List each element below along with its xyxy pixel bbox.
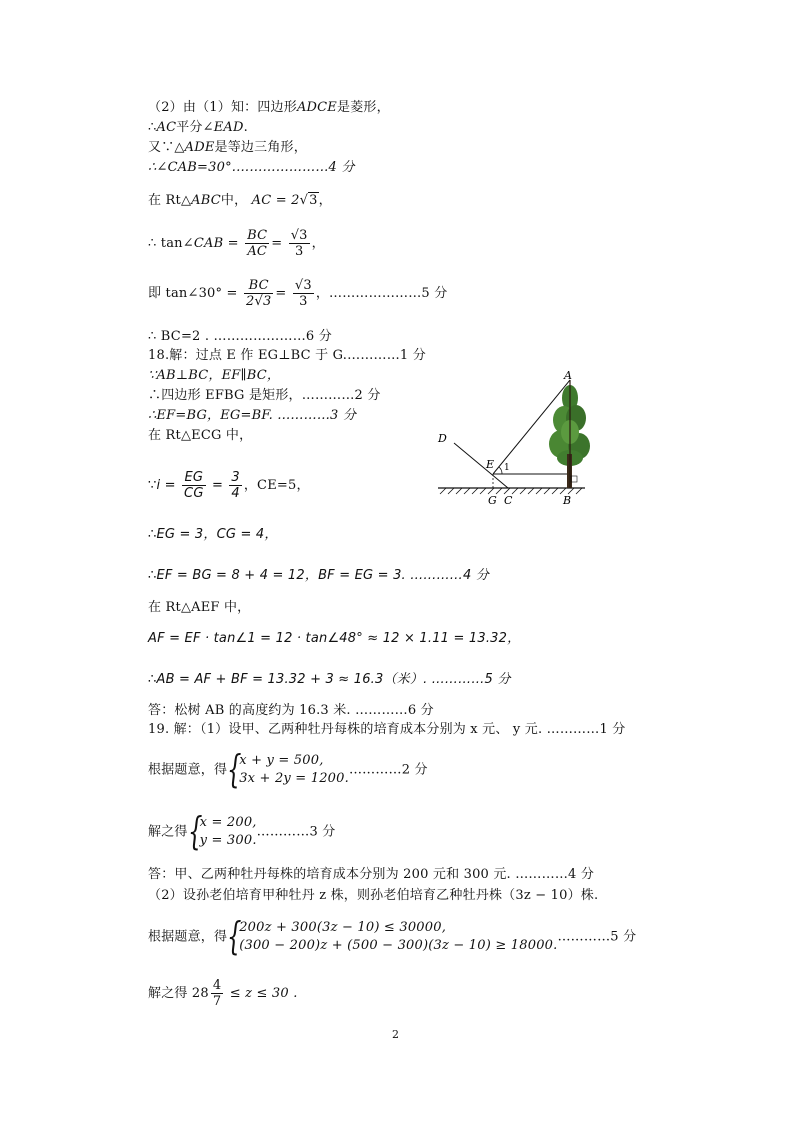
- text: EAD: [213, 120, 244, 135]
- text: x + y = 500,: [239, 753, 324, 768]
- text: ，: [318, 193, 332, 208]
- text: ADCE: [296, 100, 338, 115]
- tree-slope-figure: [430, 368, 600, 513]
- text: ，: [311, 236, 325, 251]
- text: 3x + 2y = 1200.: [239, 771, 349, 786]
- text: 根据题意，得: [148, 762, 228, 778]
- line-ab-calc: ∴AB = AF + BF = 13.32 + 3 ≈ 16.3（米）. …………5 分: [148, 672, 511, 687]
- fraction: [293, 278, 314, 309]
- line-q18-solution: 18.解：过点 E 作 EG⊥BC 于 G.…………1 分: [148, 348, 426, 363]
- text: 又∵△: [148, 140, 185, 155]
- text: …………3 分: [256, 824, 336, 840]
- text: ∴: [148, 120, 157, 135]
- line-tan-30: 即 tan∠30° = $\frac{BC}{2√3}$ = $\frac{√3}{3}$ ，…………………5 分: [148, 278, 448, 309]
- equation-system: [227, 747, 349, 791]
- text: =: [207, 478, 228, 493]
- text: ∵i =: [148, 478, 181, 493]
- text: √3: [290, 228, 308, 243]
- line-answer-18: 答：松树 AB 的高度约为 16.3 米. …………6 分: [148, 703, 434, 718]
- line-quadrilateral-rhombus: [148, 100, 390, 116]
- text: 7: [212, 994, 222, 1009]
- line-ef-bg: ∴EF=BG，EG=BF. …………3 分: [148, 408, 357, 423]
- line-rt-aef: 在 Rt△AEF 中，: [148, 600, 251, 615]
- text: ABC: [191, 193, 221, 208]
- line-eg-cg: ∴EG = 3，CG = 4，: [148, 527, 278, 542]
- line-answer-19-1: 答：甲、乙两种牡丹每株的培育成本分别为 200 元和 300 元. …………4 分: [148, 867, 595, 882]
- text: 4: [231, 486, 240, 501]
- text: 2√3: [245, 294, 272, 309]
- label-e: E: [486, 458, 495, 471]
- pine-tree: [549, 380, 590, 488]
- sqrt: √3: [299, 193, 318, 208]
- text: √3: [294, 278, 312, 293]
- text: …………5 分: [557, 929, 637, 945]
- brace: {: [187, 809, 203, 853]
- text: 即 tan∠30° =: [148, 286, 242, 301]
- line-system-2: [148, 809, 336, 853]
- line-rt-abc: [148, 193, 332, 209]
- text: AC = 2: [251, 193, 300, 208]
- fraction: [244, 278, 273, 309]
- text: 是菱形，: [337, 100, 390, 115]
- brace: {: [227, 747, 242, 791]
- label-d: D: [438, 432, 447, 445]
- text: EG: [182, 470, 206, 486]
- text: 3: [231, 470, 240, 485]
- text: ，…………………5 分: [315, 286, 448, 301]
- text: ≤ z ≤ 30 .: [225, 986, 298, 1001]
- text: x = 200,: [199, 815, 257, 830]
- label-a: A: [564, 369, 572, 382]
- text: 200z + 300(3z − 10) ≤ 30000,: [239, 920, 447, 935]
- text: 解之得 28: [148, 986, 209, 1001]
- inequality-system: [227, 914, 558, 958]
- text: 3: [294, 244, 304, 259]
- text: 平分∠: [176, 120, 214, 135]
- text: =: [223, 236, 244, 251]
- text: CAB: [193, 236, 224, 251]
- line-system-1: [148, 747, 428, 791]
- label-b: B: [563, 494, 572, 507]
- fraction: [289, 228, 310, 259]
- line-system-3: [148, 914, 637, 958]
- line-tan-cab: ∴ tan∠CAB = $\frac{BC}{AC}$ = $\frac{√3}{3}$ ，: [148, 228, 325, 259]
- text: AC: [156, 120, 177, 135]
- label-angle-1: 1: [504, 463, 510, 473]
- text: …………2 分: [348, 762, 428, 778]
- angle-1-arc: [499, 467, 502, 474]
- text: 根据题意，得: [148, 929, 228, 945]
- line-ef-bf: ∴EF = BG = 8 + 4 = 12，BF = EG = 3. …………4 分: [148, 568, 490, 583]
- fraction: [245, 228, 269, 259]
- line-ac-bisects: [148, 120, 248, 136]
- equation-system: [187, 809, 257, 853]
- line-rt-ecg: 在 Rt△ECG 中，: [148, 428, 253, 443]
- label-c: C: [504, 494, 513, 507]
- fraction: [211, 978, 223, 1009]
- line-q19-solution: 19. 解：（1）设甲、乙两种牡丹每株的培育成本分别为 x 元、 y 元. …………1 分: [148, 722, 626, 737]
- page-number: 2: [392, 1028, 399, 1041]
- text: ∴ tan∠: [148, 236, 194, 251]
- line-equilateral: [148, 140, 307, 156]
- text: BC: [244, 278, 273, 294]
- text: 在 Rt△: [148, 193, 192, 208]
- text: 是等边三角形，: [214, 140, 307, 155]
- text: 3: [309, 193, 318, 208]
- text: 4: [212, 978, 222, 993]
- label-g: G: [488, 494, 497, 507]
- line-solution-range: [148, 978, 298, 1009]
- line-slope-i: [148, 470, 310, 501]
- text: BC: [247, 228, 268, 243]
- text: ，CE=5，: [243, 478, 310, 493]
- line-angle-cab: ∴∠CAB=30°.…………………4 分: [148, 160, 355, 175]
- line-af-calc: AF = EF · tan∠1 = 12 · tan∠48° ≈ 12 × 1.11 = 13.32，: [148, 631, 521, 646]
- fraction: [229, 470, 241, 501]
- text: (300 − 200)z + (500 − 300)(3z − 10) ≥ 18000.: [239, 938, 558, 953]
- text: .: [243, 120, 248, 135]
- fraction: [182, 470, 206, 501]
- text: ADE: [184, 140, 215, 155]
- text: （2）由（1）知：四边形: [148, 100, 297, 115]
- text: 中，: [220, 193, 248, 208]
- text: CG: [184, 486, 204, 501]
- line-q19-2: （2）设孙老伯培育甲种牡丹 z 株，则孙老伯培育乙种牡丹株（3z − 10）株.: [148, 888, 599, 903]
- text: 3: [299, 294, 308, 309]
- line-perpendicular: ∵AB⊥BC，EF∥BC，: [148, 368, 281, 383]
- line-bc-2: ∴ BC=2 . …………………6 分: [148, 329, 332, 344]
- text: 解之得: [148, 824, 188, 840]
- text: y = 300.: [199, 833, 257, 848]
- brace: {: [227, 914, 242, 958]
- text: AC: [247, 244, 268, 259]
- line-rectangle: ∴四边形 EFBG 是矩形，…………2 分: [148, 388, 381, 403]
